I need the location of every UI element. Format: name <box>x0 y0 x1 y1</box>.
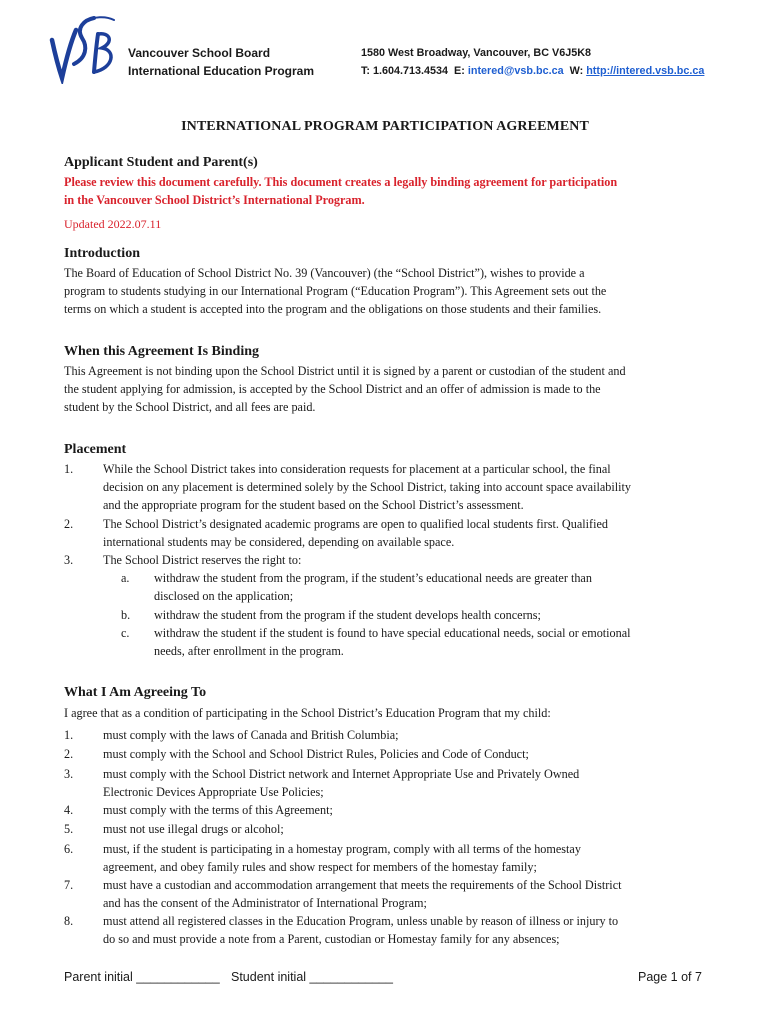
sublist-item <box>154 606 724 624</box>
list-number: 2. <box>64 517 74 531</box>
text-line: must have a custodian and accommodation arrangement that meets the requirements of the School District <box>103 878 622 892</box>
text-line: must, if the student is participating in a homestay program, comply with all terms of the homestay <box>103 842 581 856</box>
list-number: 2. <box>64 747 74 761</box>
list-number: 6. <box>64 842 74 856</box>
list-number: 1. <box>64 728 74 742</box>
text-line: The School District reserves the right to: <box>103 553 302 567</box>
text-line: terms on which a student is accepted into the program and the obligations on those students and their families. <box>64 302 602 316</box>
parent-initial-field[interactable]: Parent initial ____________ <box>64 970 220 984</box>
list-number: 5. <box>64 822 74 836</box>
vsb-logo <box>46 14 118 84</box>
text-line: international students may be considered, depending on available space. <box>103 535 455 549</box>
text-line: withdraw the student from the program if the student develops health concerns; <box>154 608 541 622</box>
email-label: E: <box>454 65 465 77</box>
text-line: While the School District takes into consideration requests for placement at a particular school, the final <box>103 462 611 476</box>
sublist-item <box>154 569 724 605</box>
agreeing-heading: What I Am Agreeing To <box>64 685 207 700</box>
organization-name <box>128 44 314 80</box>
introduction-heading: Introduction <box>64 246 140 261</box>
text-line: and the appropriate program for the student based on the School District’s assessment. <box>103 498 524 512</box>
list-number: 3. <box>64 767 74 781</box>
text-line: This Agreement is not binding upon the School District until it is signed by a parent or custodian of the student and <box>64 364 626 378</box>
phone: T: 1.604.713.4534 <box>361 65 449 77</box>
list-number: 3. <box>64 553 74 567</box>
text-line: the student applying for admission, is accepted by the School District and an offer of admission is made to the <box>64 382 601 396</box>
web-label: W: <box>569 65 584 77</box>
org-line-1: Vancouver School Board <box>128 46 271 60</box>
list-number: 4. <box>64 803 74 817</box>
list-item <box>103 765 723 801</box>
list-item <box>103 840 723 876</box>
sublist-item <box>154 624 724 660</box>
text-line: The School District’s designated academic programs are open to qualified local students first. Qualified <box>103 517 608 531</box>
text-line: must comply with the laws of Canada and British Columbia; <box>103 728 399 742</box>
text-line: program to students studying in our International Program (“Education Program”). This Agreement sets out the <box>64 284 607 298</box>
applicant-heading: Applicant Student and Parent(s) <box>64 155 258 170</box>
document-title: INTERNATIONAL PROGRAM PARTICIPATION AGREEMENT <box>181 119 589 134</box>
text-line: decision on any placement is determined solely by the School District, taking into account space availability <box>103 480 631 494</box>
warning-text <box>64 173 724 209</box>
sublist-letter: a. <box>121 571 130 585</box>
list-item <box>103 745 723 763</box>
text-line: must comply with the School and School District Rules, Policies and Code of Conduct; <box>103 747 529 761</box>
text-line: Electronic Devices Appropriate Use Policies; <box>103 785 324 799</box>
list-item <box>103 912 723 948</box>
text-line: disclosed on the application; <box>154 589 294 603</box>
text-line: The Board of Education of School District No. 39 (Vancouver) (the “School District”), wishes to provide a <box>64 266 585 280</box>
list-item <box>103 820 723 838</box>
text-line: agreement, and obey family rules and show respect for members of the homestay family; <box>103 860 537 874</box>
binding-heading: When this Agreement Is Binding <box>64 344 259 359</box>
text-line: must not use illegal drugs or alcohol; <box>103 822 284 836</box>
text-line: withdraw the student if the student is found to have special educational needs, social or emotional <box>154 626 631 640</box>
list-item <box>103 551 723 569</box>
list-item <box>103 515 723 551</box>
agreeing-intro: I agree that as a condition of participating in the School District’s Education Program that my child: <box>64 706 551 720</box>
text-line: withdraw the student from the program, if the student’s educational needs are greater than <box>154 571 592 585</box>
list-item <box>103 876 723 912</box>
list-item <box>103 726 723 744</box>
contact-block <box>361 44 704 80</box>
list-number: 1. <box>64 462 74 476</box>
org-line-2: International Education Program <box>128 64 315 78</box>
text-line: must comply with the School District network and Internet Appropriate Use and Privately Owned <box>103 767 580 781</box>
introduction-text <box>64 264 724 318</box>
text-line: student by the School District, and all fees are paid. <box>64 400 316 414</box>
vsb-logo-icon <box>46 14 118 84</box>
text-line: must attend all registered classes in the Education Program, unless unable by reason of illness or injury to <box>103 914 619 928</box>
placement-heading: Placement <box>64 442 127 457</box>
text-line: do so and must provide a note from a Parent, custodian or Homestay family for any absences; <box>103 932 560 946</box>
list-number: 8. <box>64 914 74 928</box>
contact-line <box>361 62 704 80</box>
sublist-letter: c. <box>121 626 130 640</box>
list-number: 7. <box>64 878 74 892</box>
address: 1580 West Broadway, Vancouver, BC V6J5K8 <box>361 47 592 59</box>
text-line: must comply with the terms of this Agreement; <box>103 803 333 817</box>
email-link[interactable]: intered@vsb.bc.ca <box>467 65 564 77</box>
binding-text <box>64 362 724 416</box>
list-item <box>103 460 723 514</box>
text-line: and has the consent of the Administrator of International Program; <box>103 896 427 910</box>
student-initial-field[interactable]: Student initial ____________ <box>231 970 393 984</box>
list-item <box>103 801 723 819</box>
warning-line: in the Vancouver School District’s International Program. <box>64 193 365 207</box>
website-link[interactable]: http://intered.vsb.bc.ca <box>586 65 705 77</box>
warning-line: Please review this document carefully. This document creates a legally binding agreement for participation <box>64 175 618 189</box>
updated-date: Updated 2022.07.11 <box>64 217 162 231</box>
page-number: Page 1 of 7 <box>638 970 702 984</box>
sublist-letter: b. <box>121 608 131 622</box>
text-line: needs, after enrollment in the program. <box>154 644 344 658</box>
